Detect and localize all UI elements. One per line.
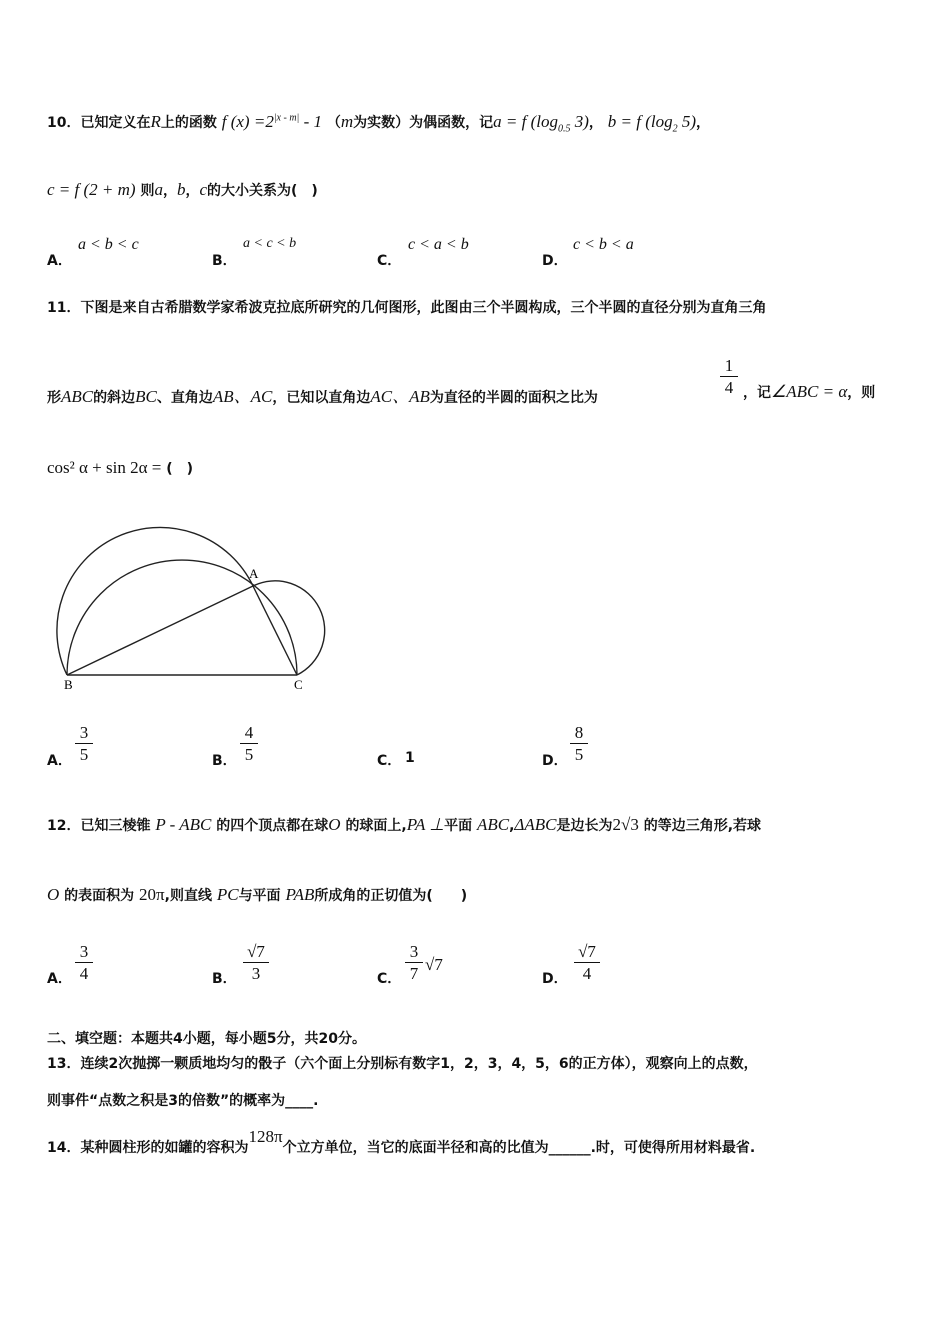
q11-text-a: 形 — [47, 390, 61, 406]
q10-c-def: c = f (2 + m) — [47, 180, 136, 199]
q11-ratio-fraction — [720, 356, 738, 399]
q11-text-c: 、直角边 — [156, 390, 213, 406]
q12-a-den: 4 — [79, 964, 89, 983]
q10-line1 — [47, 112, 710, 134]
q12-O: O — [328, 815, 341, 834]
q10-option-b-label[interactable]: B． — [212, 253, 237, 269]
q11-b-num: 4 — [240, 723, 258, 744]
q12-text-f: 的等边三角形,若球 — [643, 818, 762, 834]
q14-volume: 128π — [248, 1127, 283, 1146]
q10-b: b — [176, 180, 186, 199]
q10-comma1: ， — [588, 115, 603, 131]
label-b: B — [64, 677, 73, 692]
q11-option-d-label[interactable]: D． — [542, 753, 568, 769]
q11-line3 — [47, 458, 193, 478]
q10-option-c-expr[interactable]: c < a < b — [408, 236, 469, 253]
q10-text-b: 上的函数 — [160, 115, 217, 131]
q11-ratio-num: 1 — [720, 356, 738, 377]
q11-text-e: 为直径的半圆的面积之比为 — [429, 390, 598, 406]
q12-d-num: √7 — [574, 942, 600, 963]
q11-option-d-fraction[interactable] — [570, 723, 588, 766]
q12-pyramid: P - ABC — [155, 815, 212, 834]
q12-option-c-sqrt[interactable]: √7 — [425, 955, 443, 974]
q12-b-num: √7 — [243, 942, 269, 963]
q11-a-den: 5 — [79, 745, 89, 764]
q10-option-c-label[interactable]: C． — [377, 253, 402, 269]
q12-ABC: ABC — [476, 815, 510, 834]
q11-angle: ∠ABC = α — [771, 382, 848, 401]
q10-a-def: a = f ($\log_{0.5}$ 3) — [493, 112, 589, 135]
q12-triangle: ΔABC — [514, 815, 557, 834]
q11-AC-AB: AC、AB — [370, 387, 430, 406]
q11-text-f: ，记 — [743, 385, 771, 401]
q11-line2-tail — [743, 382, 875, 402]
q11-text-d: ，已知以直角边 — [272, 390, 371, 406]
q10-text-a: 10．已知定义在 — [47, 115, 151, 131]
q12-PC: PC — [216, 885, 239, 904]
q14-text-b: 个立方单位，当它的底面半径和高的比值为______.时，可使得所用材料最省. — [282, 1140, 756, 1156]
q11-b-den: 5 — [244, 745, 254, 764]
q11-paren: ( ) — [166, 461, 194, 477]
q11-d-den: 5 — [574, 745, 584, 764]
q11-text-b: 的斜边 — [93, 390, 136, 406]
q10-fx: f $(x) =2^{|x - m|} - 1$ — [221, 112, 322, 131]
q12-option-d-fraction[interactable] — [574, 942, 600, 985]
q10-option-a-label[interactable]: A． — [47, 253, 72, 269]
q12-option-d-label[interactable]: D． — [542, 971, 568, 987]
q11-option-c-label[interactable]: C． — [377, 753, 402, 769]
q12-PA: PA ⊥ — [406, 815, 445, 834]
q11-text-g: ，则 — [847, 385, 876, 401]
q12-text-b: 的四个顶点都在球 — [216, 818, 329, 834]
q12-text-j: 所成角的正切值为( ) — [314, 888, 468, 904]
q12-c-den: 7 — [409, 964, 419, 983]
q10-m: m — [340, 112, 354, 131]
q12-comma: , — [509, 818, 515, 834]
q10-text-d: 为实数）为偶函数，记 — [353, 115, 494, 131]
q10-option-d-label[interactable]: D． — [542, 253, 568, 269]
q12-option-b-fraction[interactable] — [243, 942, 269, 985]
side-ac — [253, 586, 297, 675]
q11-expression: cos² α + sin 2α = — [47, 458, 162, 477]
q10-comma2: ， — [696, 115, 711, 131]
q12-line1 — [47, 815, 761, 835]
q14-line — [47, 1127, 756, 1157]
q14-text-a: 14．某种圆柱形的如罐的容积为 — [47, 1140, 249, 1156]
q11-option-a-label[interactable]: A． — [47, 753, 72, 769]
q11-AB-AC: AB、AC — [212, 387, 273, 406]
q11-ratio-den: 4 — [724, 378, 734, 397]
q12-b-den: 3 — [251, 964, 261, 983]
q12-d-den: 4 — [582, 964, 592, 983]
q12-option-c-fraction[interactable] — [405, 942, 423, 985]
q11-option-c-value[interactable]: 1 — [405, 750, 415, 766]
q10-sep1: ， — [162, 183, 177, 199]
q10-a: a — [154, 180, 163, 199]
label-c: C — [294, 677, 303, 692]
q10-c: c — [199, 180, 207, 199]
section-heading: 二、填空题：本题共4小题，每小题5分，共20分。 — [47, 1031, 366, 1047]
q10-text-f: 的大小关系为( ) — [206, 183, 318, 199]
q11-d-num: 8 — [570, 723, 588, 744]
q10-b-def: b = f ($\log_2$ 5) — [607, 112, 697, 135]
q12-text-i: 与平面 — [238, 888, 281, 904]
q12-side: 2√3 — [612, 815, 639, 834]
q12-option-a-label[interactable]: A． — [47, 971, 72, 987]
q12-line2 — [47, 885, 467, 905]
q13-line1: 13．连续2次抛掷一颗质地均匀的骰子（六个面上分别标有数字1，2，3，4，5，6的正方体），观察向上的点数， — [47, 1056, 758, 1072]
q10-option-a-expr[interactable]: a < b < c — [78, 236, 139, 253]
q10-line2 — [47, 180, 318, 200]
q12-c-num: 3 — [405, 942, 423, 963]
q11-BC: BC — [135, 387, 157, 406]
q11-figure — [55, 515, 345, 695]
q12-text-e: 是边长为 — [556, 818, 613, 834]
q11-line2 — [47, 382, 598, 407]
q10-R: R — [150, 112, 161, 131]
q11-option-a-fraction[interactable] — [75, 723, 93, 766]
q10-option-d-expr[interactable]: c < b < a — [573, 236, 634, 253]
q12-PAB: PAB — [285, 885, 315, 904]
q10-sep2: ， — [185, 183, 200, 199]
q12-text-g: 的表面积为 — [64, 888, 135, 904]
q12-text-a: 12．已知三棱锥 — [47, 818, 151, 834]
q12-a-num: 3 — [75, 942, 93, 963]
q10-option-b-expr[interactable]: a < c < b — [243, 236, 297, 251]
q12-option-b-label[interactable]: B． — [212, 971, 237, 987]
q12-O2: O — [47, 885, 60, 904]
q12-text-c: 的球面上, — [345, 818, 407, 834]
q12-text-h: ,则直线 — [164, 888, 212, 904]
q12-area: 20π — [139, 885, 165, 904]
semicircle-ab — [57, 527, 253, 675]
q12-text-d: 平面 — [444, 818, 473, 834]
q11-ABC: ABC — [61, 387, 94, 406]
q13-line2: 则事件“点数之积是3的倍数”的概率为____. — [47, 1093, 319, 1109]
q11-line1: 11．下图是来自古希腊数学家希波克拉底所研究的几何图形，此图由三个半圆构成，三个半圆的直径分别为直角三角 — [47, 300, 767, 316]
q11-option-b-label[interactable]: B． — [212, 753, 237, 769]
q10-text-e: 则 — [140, 183, 155, 199]
q11-a-num: 3 — [75, 723, 93, 744]
q11-option-b-fraction[interactable] — [240, 723, 258, 766]
q12-option-a-fraction[interactable] — [75, 942, 93, 985]
q12-option-c-label[interactable]: C． — [377, 971, 402, 987]
q10-paren: （ — [326, 115, 341, 131]
label-a: A — [249, 566, 259, 581]
